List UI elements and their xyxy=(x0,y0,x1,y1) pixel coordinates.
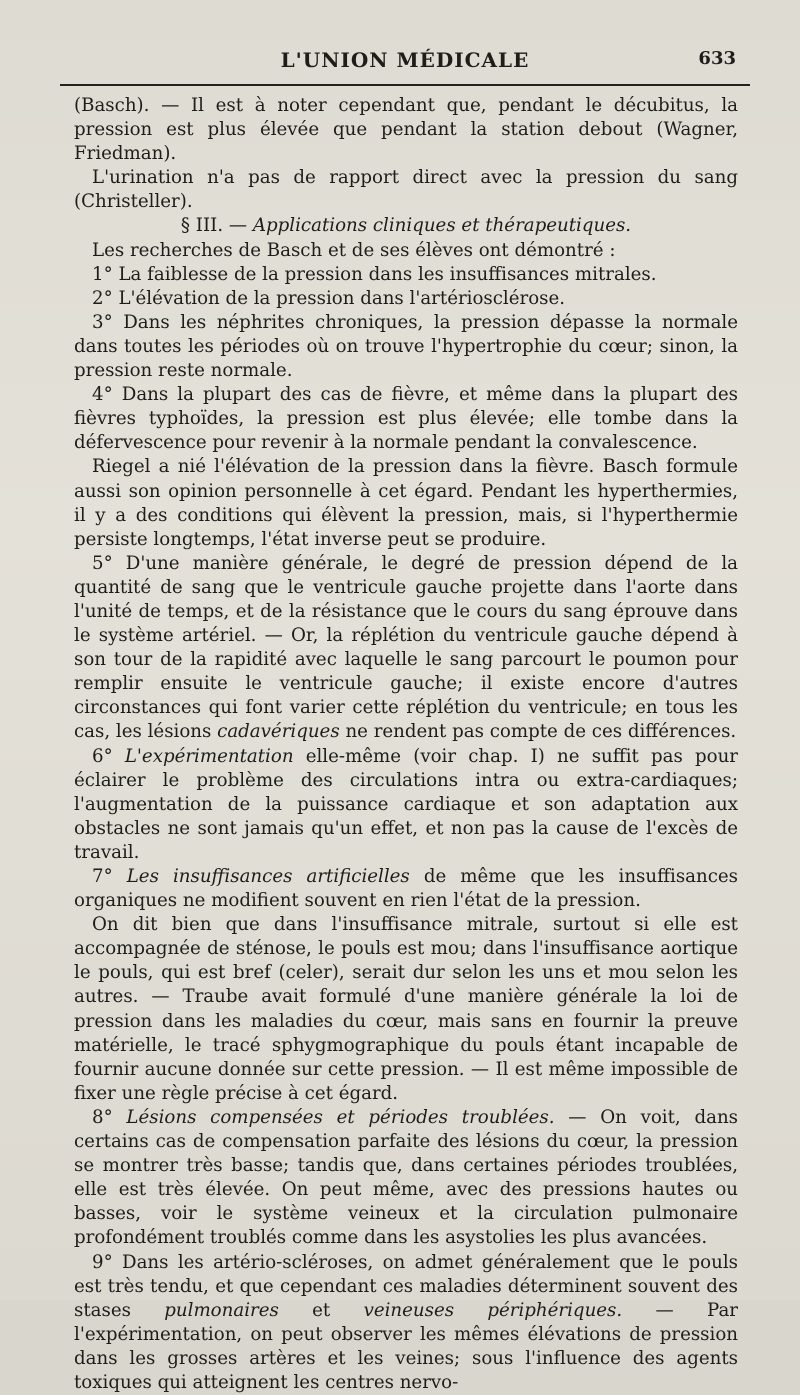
text-run: 2° L'élévation de la pression dans l'artériosclérose. xyxy=(92,288,565,309)
paragraph xyxy=(74,263,738,287)
text-run: (Basch). — Il est à noter cependant que, pendant le décubitus, la pression est plus élevée que pendant la station debout (Wagner, Friedman). xyxy=(74,95,738,164)
paragraph xyxy=(74,1106,738,1251)
paragraph xyxy=(74,239,738,263)
paragraph xyxy=(74,383,738,455)
italic-text: pulmonaires xyxy=(164,1300,279,1321)
section-number: § III. xyxy=(181,215,223,236)
page-number: 633 xyxy=(698,48,736,69)
text-run: 9° Dans les artério-scléroses, on admet généralement que le pouls est très tendu, et que cependant ces maladies déterminent souvent des stases xyxy=(74,1252,738,1321)
paragraph xyxy=(74,455,738,551)
paragraph xyxy=(74,287,738,311)
journal-title: L'UNION MÉDICALE xyxy=(60,48,750,72)
text-run: et xyxy=(279,1300,364,1321)
page-header xyxy=(60,44,750,86)
text-run: de même que les insuffisances organiques ne modifient souvent en rien l'état de la pression. xyxy=(74,866,738,911)
paragraph xyxy=(74,1251,738,1395)
text-run: ne rendent pas compte de ces différences. xyxy=(340,721,737,742)
italic-text: Les insuffisances artificielles xyxy=(127,866,410,887)
section-title: — Applications cliniques et thérapeutiques. xyxy=(223,215,631,236)
text-run: 3° Dans les néphrites chroniques, la pression dépasse la normale dans toutes les périodes où on trouve l'hypertrophie du cœur; sinon, la pression reste normale. xyxy=(74,312,738,381)
text-run: 8° xyxy=(92,1107,126,1128)
text-run: elle-même (voir chap. I) ne suffit pas pour éclairer le problème des circulations intra ou extra-cardiaques; l'augmentation de la puissance cardiaque et son adaptation aux obstacles ne sont jamais qu'un effet, et non pas la cause de l'excès de travail. xyxy=(74,746,738,863)
italic-text: Lésions compensées et périodes troublées. xyxy=(126,1107,554,1128)
text-run: L'urination n'a pas de rapport direct avec la pression du sang (Christeller). xyxy=(74,167,738,212)
paragraph xyxy=(74,913,738,1106)
paragraph xyxy=(74,745,738,865)
text-run: — On voit, dans certains cas de compensation parfaite des lésions du cœur, la pression se montrer très basse; tandis que, dans certaines périodes troublées, elle est très élevée. On peut même, avec des pressions hautes ou basses, voir le système veineux et la circulation pulmonaire profondément troublés comme dans les asystolies les plus avancées. xyxy=(74,1107,738,1248)
paragraph xyxy=(74,552,738,745)
article-body xyxy=(74,94,738,1395)
italic-text: veineuses périphériques. xyxy=(364,1300,623,1321)
text-run: Riegel a nié l'élévation de la pression dans la fièvre. Basch formule aussi son opinion personnelle à cet égard. Pendant les hyperthermies, il y a des conditions qui élèvent la pression, mais, si l'hyperthermie persiste longtemps, l'état inverse peut se produire. xyxy=(74,456,738,549)
paragraph xyxy=(74,311,738,383)
text-run: 1° La faiblesse de la pression dans les insuffisances mitrales. xyxy=(92,264,657,285)
text-run: Les recherches de Basch et de ses élèves ont démontré : xyxy=(92,240,615,261)
italic-text: cadavériques xyxy=(217,721,340,742)
section-heading xyxy=(74,214,738,238)
text-run: 7° xyxy=(92,866,127,887)
paragraph xyxy=(74,865,738,913)
text-run: 4° Dans la plupart des cas de fièvre, et même dans la plupart des fièvres typhoïdes, la pression est plus élevée; elle tombe dans la défervescence pour revenir à la normale pendant la convalescence. xyxy=(74,384,738,453)
paragraph xyxy=(74,166,738,214)
paragraph xyxy=(74,94,738,166)
text-run: On dit bien que dans l'insuffisance mitrale, surtout si elle est accompagnée de sténose, le pouls est mou; dans l'insuffisance aortique le pouls, qui est bref (celer), serait dur selon les uns et mou selon les autres. — Traube avait formulé d'une manière générale la loi de pression dans les maladies du cœur, mais sans en fournir la preuve matérielle, le tracé sphygmographique du pouls étant incapable de fournir aucune donnée sur cette pression. — Il est même impossible de fixer une règle précise à cet égard. xyxy=(74,914,738,1104)
text-run: 5° D'une manière générale, le degré de pression dépend de la quantité de sang que le ventricule gauche projette dans l'aorte dans l'unité de temps, et de la résistance que le cours du sang éprouve dans le système artériel. — Or, la réplétion du ventricule gauche dépend à son tour de la rapidité avec laquelle le sang parcourt le poumon pour remplir ensuite le ventricule gauche; il existe encore d'autres circonstances qui font varier cette réplétion du ventricule; en tous les cas, les lésions xyxy=(74,553,738,743)
text-run: 6° xyxy=(92,746,125,767)
italic-text: L'expérimentation xyxy=(125,746,294,767)
text-run: — Par l'expérimentation, on peut observer les mêmes élévations de pression dans les grosses artères et les veines; sous l'influence des agents toxiques qui atteignent les centres nervo- xyxy=(74,1300,738,1393)
